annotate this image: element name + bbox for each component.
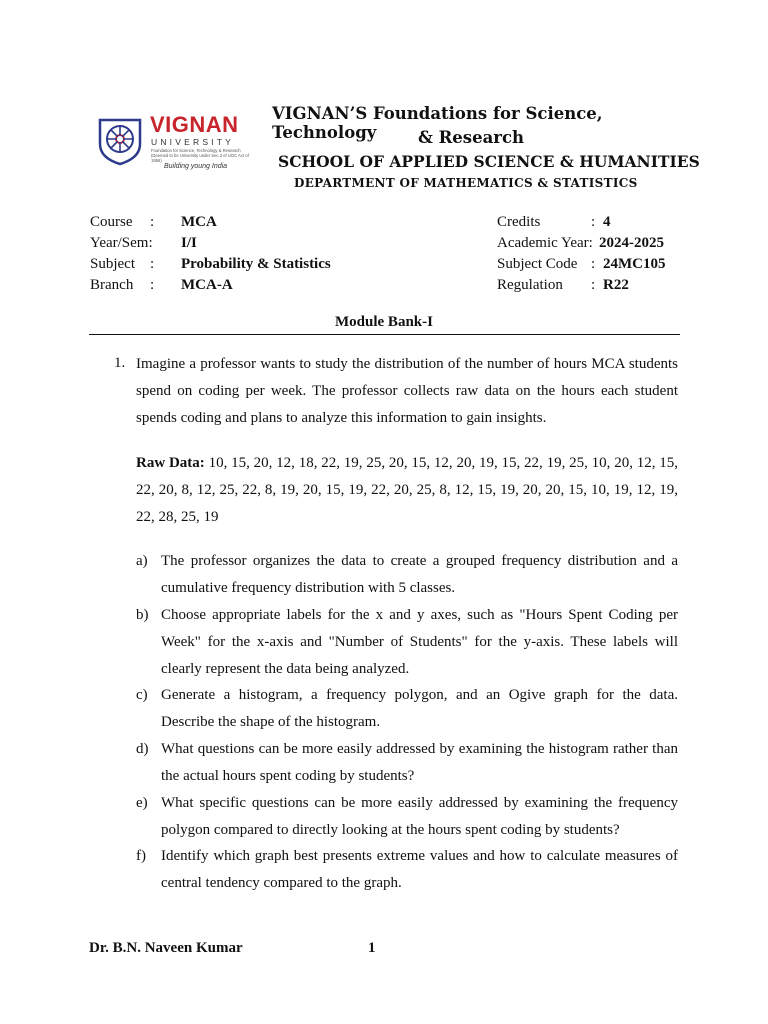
course-value: MCA bbox=[181, 214, 217, 230]
question-part-a bbox=[136, 548, 678, 602]
raw-data-values: 10, 15, 20, 12, 18, 22, 19, 25, 20, 15, 12, 20, 19, 15, 22, 19, 25, 10, 20, 12, 15, 22, 20, 8, 12, 25, 22, 8, 19, 20, 15, 19, 22, 20, 25, 8, 12, 15, 19, 20, 20, 15, 10, 19, 12, 19, 22, 28, 25, 19 bbox=[136, 455, 679, 525]
part-letter: f) bbox=[136, 848, 146, 864]
credits-label: Credits bbox=[497, 214, 541, 230]
module-title: Module Bank-I bbox=[335, 314, 433, 330]
part-text: What specific questions can be more easily addressed by examining the frequency polygon compared to directly looking at the hours spent coding by students? bbox=[161, 795, 678, 838]
regulation-row bbox=[497, 275, 677, 295]
subject-row bbox=[90, 254, 390, 274]
part-text: What questions can be more easily addressed by examining the histogram rather than the actual hours spent coding by students? bbox=[161, 741, 678, 784]
part-text: Choose appropriate labels for the x and y axes, such as "Hours Spent Coding per Week" for the x-axis and "Number of Students" for the y-axis. These labels will clearly represent the data being analyzed. bbox=[161, 607, 678, 677]
colon: : bbox=[591, 277, 596, 293]
regulation-label: Regulation bbox=[497, 277, 563, 293]
title-divider bbox=[89, 334, 680, 335]
colon: : bbox=[591, 214, 596, 230]
question-text: Imagine a professor wants to study the distribution of the number of hours MCA students spend on coding per week. The professor collects raw data on the hours each student spends coding and plans to analyze this information to gain insights. bbox=[136, 356, 678, 426]
part-text: Identify which graph best presents extreme values and how to calculate measures of central tendency compared to the graph. bbox=[161, 848, 678, 891]
course-info-left bbox=[90, 212, 390, 296]
raw-data bbox=[136, 450, 678, 531]
question-part-c bbox=[136, 682, 678, 736]
institute-name-line2: & Research bbox=[417, 128, 525, 147]
institute-name-line1: VIGNAN’S Foundations for Science, Technology bbox=[272, 104, 603, 142]
credits-row bbox=[497, 212, 677, 232]
part-text: Generate a histogram, a frequency polygon, and an Ogive graph for the data. Describe the shape of the histogram. bbox=[161, 687, 678, 730]
question-part-b bbox=[136, 602, 678, 683]
logo-subtitle: UNIVERSITY bbox=[151, 137, 235, 147]
raw-data-label: Raw Data: bbox=[136, 455, 205, 471]
school-name: SCHOOL OF APPLIED SCIENCE & HUMANITIES bbox=[278, 152, 700, 171]
course-row bbox=[90, 212, 390, 232]
course-info-right bbox=[497, 212, 677, 296]
subject-code-value: 24MC105 bbox=[603, 256, 666, 272]
part-letter: a) bbox=[136, 553, 148, 569]
logo-tagline: Building young India bbox=[164, 163, 228, 170]
subject-code-label: Subject Code bbox=[497, 256, 578, 272]
yearsem-label: Year/Sem: bbox=[90, 235, 153, 251]
yearsem-row bbox=[90, 233, 390, 253]
question-number: 1. bbox=[114, 355, 126, 371]
branch-row bbox=[90, 275, 390, 295]
course-label: Course bbox=[90, 214, 133, 230]
academic-year-label: Academic Year: bbox=[497, 235, 593, 251]
colon: : bbox=[150, 277, 155, 293]
branch-value: MCA-A bbox=[181, 277, 233, 293]
vignan-emblem-icon bbox=[94, 114, 146, 166]
logo-small-print: Foundation for Science, Technology & Research (Deemed to be University under Sec.3 of UGC Act of 1956) bbox=[151, 148, 249, 163]
colon: : bbox=[150, 214, 155, 230]
footer-author: Dr. B.N. Naveen Kumar bbox=[89, 940, 243, 956]
academic-year-row bbox=[497, 233, 677, 253]
yearsem-value: I/I bbox=[181, 235, 197, 251]
part-text: The professor organizes the data to create a grouped frequency distribution and a cumulative frequency distribution with 5 classes. bbox=[161, 553, 678, 596]
question-part-e bbox=[136, 790, 678, 844]
regulation-value: R22 bbox=[603, 277, 629, 293]
academic-year-value: 2024-2025 bbox=[599, 235, 664, 251]
department-name: DEPARTMENT OF MATHEMATICS & STATISTICS bbox=[294, 176, 638, 190]
part-letter: c) bbox=[136, 687, 148, 703]
colon: : bbox=[150, 256, 155, 272]
university-logo bbox=[94, 110, 260, 176]
subject-label: Subject bbox=[90, 256, 135, 272]
part-letter: e) bbox=[136, 795, 148, 811]
credits-value: 4 bbox=[603, 214, 611, 230]
question-part-d bbox=[136, 736, 678, 790]
subject-value: Probability & Statistics bbox=[181, 256, 331, 272]
branch-label: Branch bbox=[90, 277, 134, 293]
logo-wordmark: VIGNAN bbox=[150, 112, 239, 137]
page-number: 1 bbox=[368, 940, 376, 956]
subject-code-row bbox=[497, 254, 677, 274]
part-letter: b) bbox=[136, 607, 149, 623]
question-part-f bbox=[136, 843, 678, 897]
part-letter: d) bbox=[136, 741, 149, 757]
colon: : bbox=[591, 256, 596, 272]
